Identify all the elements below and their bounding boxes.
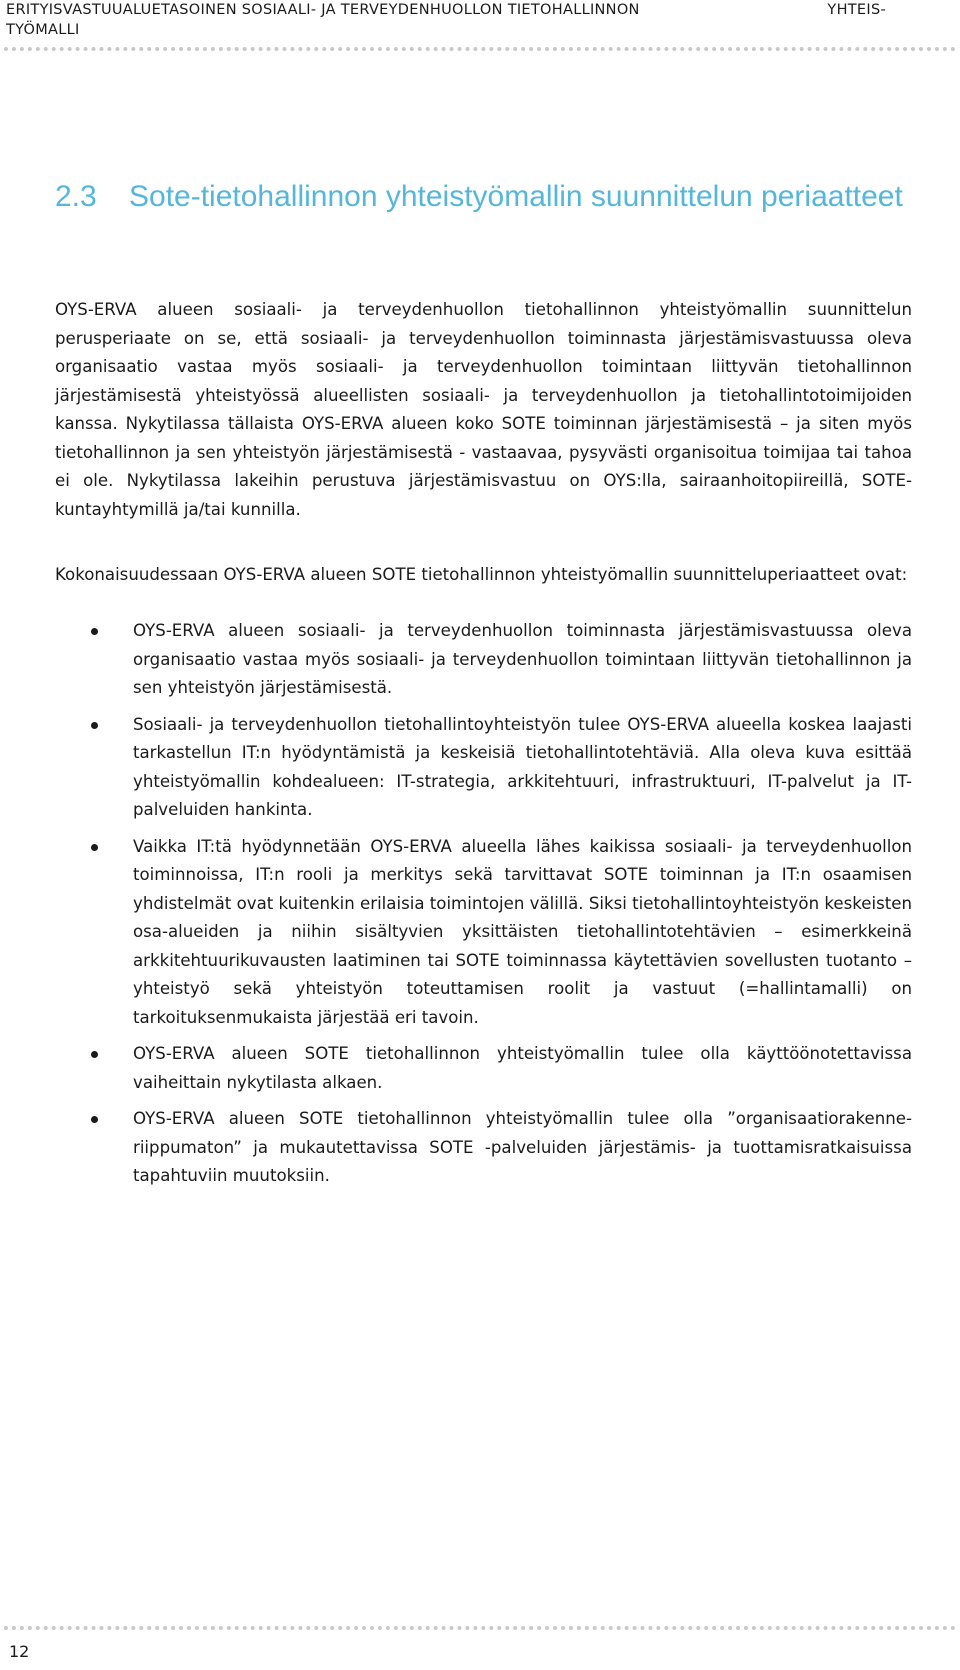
bullet-icon bbox=[91, 722, 98, 729]
running-header-right: YHTEIS- bbox=[827, 2, 886, 18]
list-item bbox=[55, 711, 912, 825]
footer-divider bbox=[4, 1626, 956, 1630]
body-paragraph: Kokonaisuudessaan OYS-ERVA alueen SOTE tietohallinnon yhteistyömallin suunnitteluperiaatteet ovat: bbox=[55, 565, 908, 584]
header-divider bbox=[4, 47, 956, 51]
page-number: 12 bbox=[9, 1642, 30, 1661]
list-item-text: OYS-ERVA alueen sosiaali- ja terveydenhuollon toiminnasta järjestämisvastuussa oleva organisaatio vastaa myös sosiaali- ja terveydenhuollon toimintaan liittyvän tietohallinnon ja sen yhteistyön järjestämisestä. bbox=[133, 621, 912, 697]
list-item bbox=[55, 833, 912, 1033]
list-item bbox=[55, 1040, 912, 1097]
bullet-icon bbox=[91, 628, 98, 635]
principles-list bbox=[55, 617, 912, 1199]
list-item-text: Sosiaali- ja terveydenhuollon tietohallintoyhteistyön tulee OYS-ERVA alueella koskea laajasti tarkastellun IT:n hyödyntämistä ja keskeisiä tietohallintotehtäviä. Alla oleva kuva esittää yhteistyömallin kohdealueen: IT-strategia, arkkitehtuuri, infrastruktuuri, IT-palvelut ja IT-palveluiden hankinta. bbox=[133, 714, 912, 819]
bullet-icon bbox=[91, 1051, 98, 1058]
bullet-icon bbox=[91, 844, 98, 851]
list-item-text: OYS-ERVA alueen SOTE tietohallinnon yhteistyömallin tulee olla käyttöönotettavissa vaiheittain nykytilasta alkaen. bbox=[133, 1044, 912, 1092]
list-item-text: Vaikka IT:tä hyödynnetään OYS-ERVA alueella lähes kaikissa sosiaali- ja terveydenhuollon toiminnoissa, IT:n rooli ja merkitys sekä tarvittavat SOTE toiminnan ja IT:n osaamisen yhdistelmät ovat kuitenkin erilaisia toimintojen välillä. Siksi tietohallintoyhteistyön keskeisten osa-alueiden ja niihin sisältyvien yksittäisten tietohallintotehtävien – esimerkkeinä arkkitehtuurikuvausten laatiminen tai SOTE toiminnassa käytettävien sovellusten tuotanto – yhteistyö sekä yhteistyön toteuttamisen roolit ja vastuut (=hallintamalli) on tarkoituksenmukaista järjestää eri tavoin. bbox=[133, 836, 912, 1027]
body-paragraph: OYS-ERVA alueen sosiaali- ja terveydenhuollon tietohallinnon yhteistyömallin suunnittelun perusperiaate on se, että sosiaali- ja terveydenhuollon toiminnasta järjestämisvastuussa oleva organisaatio vastaa myös sosiaali- ja terveydenhuollon toimintaan liittyvän tietohallinnon järjestämisestä yhteistyössä alueellisten sosiaali- ja terveydenhuollon ja tietohallintotoimijoiden kanssa. Nykytilassa tällaista OYS-ERVA alueen koko SOTE toiminnan järjestämisestä – ja siten myös tietohallinnon ja sen yhteistyön järjestämisestä - vastaavaa, pysyvästi organisoitua toimijaa tai tahoa ei ole. Nykytilassa lakeihin perustuva järjestämisvastuu on OYS:lla, sairaanhoitopiireillä, SOTE- kuntayhtymillä ja/tai kunnilla. bbox=[55, 300, 912, 519]
list-item-text: OYS-ERVA alueen SOTE tietohallinnon yhteistyömallin tulee olla ”organisaatiorakenne-riippumaton” ja mukautettavissa SOTE -palveluiden järjestämis- ja tuottamisratkaisuissa tapahtuviin muutoksiin. bbox=[133, 1109, 912, 1185]
section-number: 2.3 bbox=[55, 179, 97, 213]
section-title: Sote-tietohallinnon yhteistyömallin suunnittelun periaatteet bbox=[129, 179, 903, 213]
running-header-second-line: TYÖMALLI bbox=[6, 22, 80, 38]
list-item bbox=[55, 1105, 912, 1191]
list-item bbox=[55, 617, 912, 703]
bullet-icon bbox=[91, 1116, 98, 1123]
running-header-left: ERITYISVASTUUALUETASOINEN SOSIAALI- JA TERVEYDENHUOLLON TIETOHALLINNON bbox=[6, 2, 640, 18]
running-header bbox=[6, 0, 886, 40]
